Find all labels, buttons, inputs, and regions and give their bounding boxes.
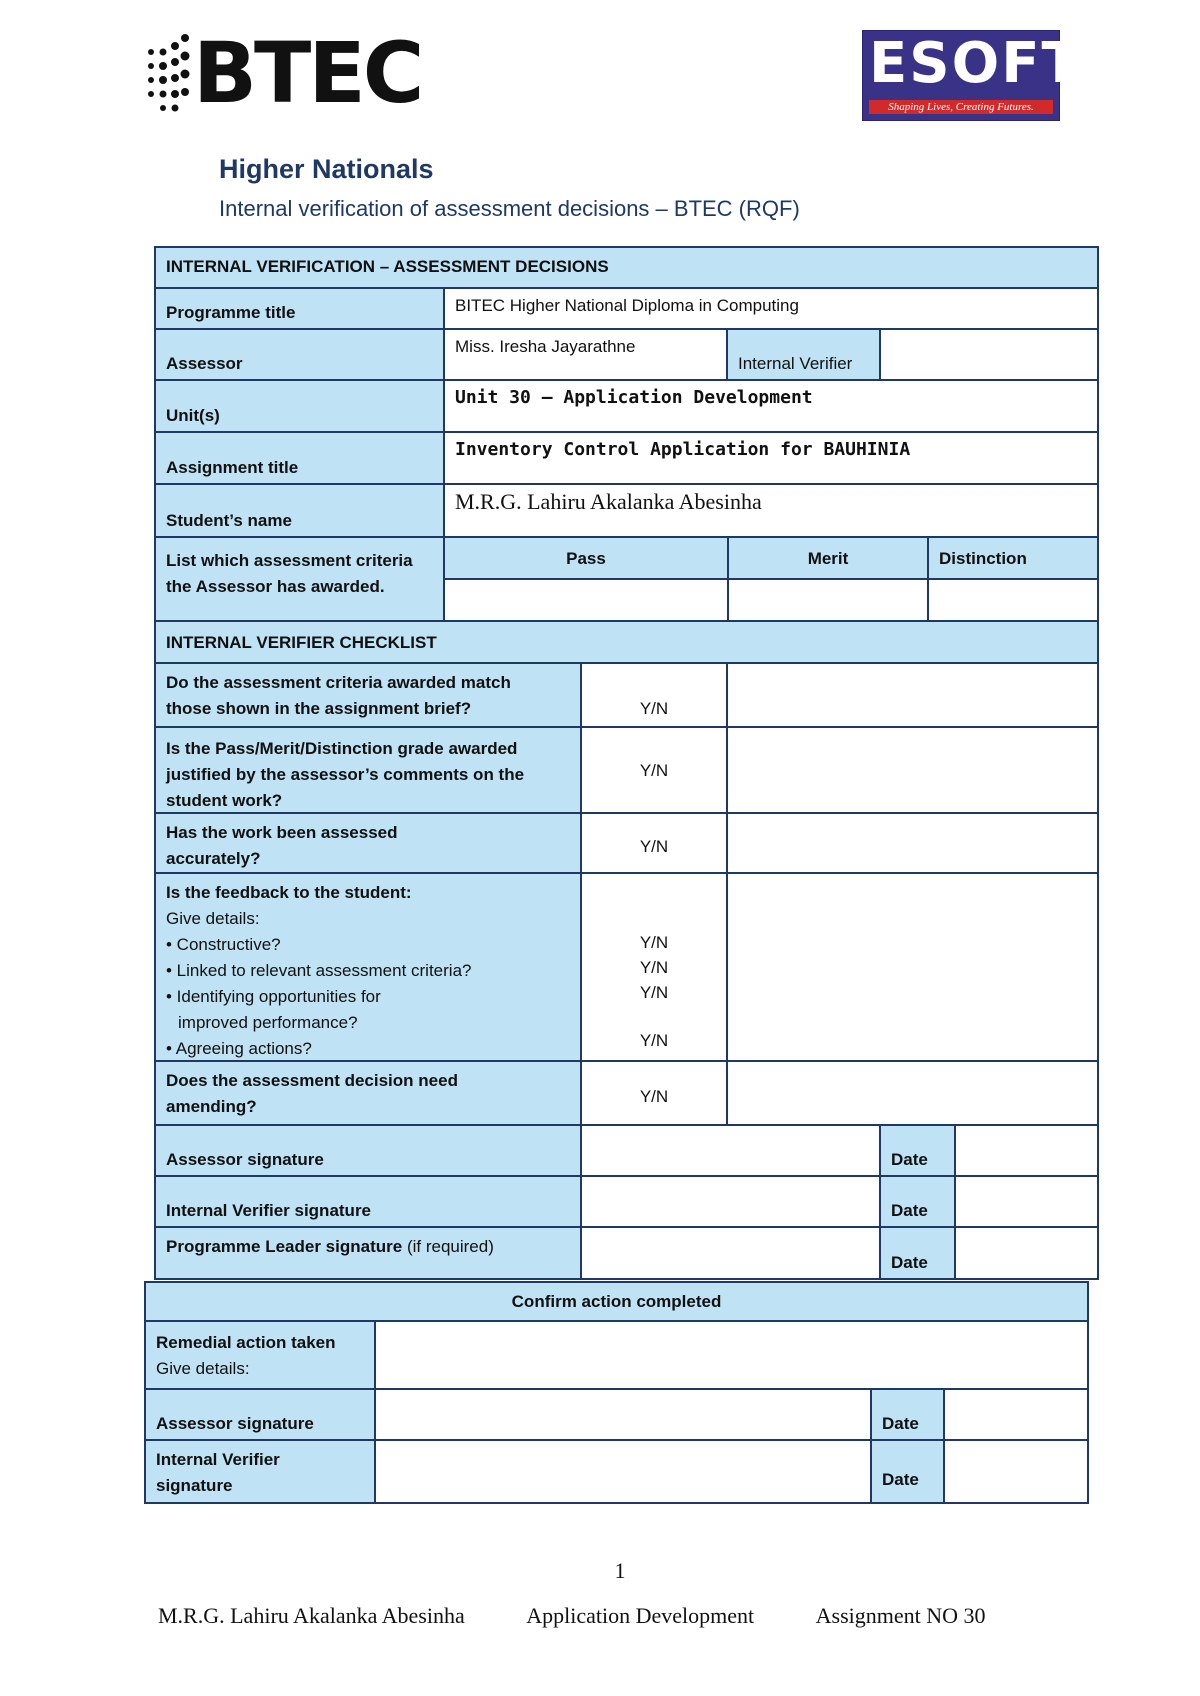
merit-criteria-field[interactable]	[727, 578, 929, 622]
assessor-signature-label: Assessor signature	[154, 1124, 582, 1177]
checklist-q1-yn[interactable]: Y/N	[580, 662, 728, 728]
footer-author: M.R.G. Lahiru Akalanka Abesinha	[158, 1603, 465, 1628]
confirm-assessor-date-label: Date	[870, 1388, 945, 1441]
assessor-label: Assessor	[154, 328, 445, 381]
btec-logo	[145, 24, 422, 122]
esoft-wordmark: ESOFT	[869, 31, 1082, 96]
assessor-date-field[interactable]	[954, 1124, 1099, 1177]
assessor-date-label: Date	[879, 1124, 956, 1177]
confirm-iv-signature-field[interactable]	[374, 1439, 872, 1504]
programme-leader-signature-label: Programme Leader signature (if required)	[154, 1226, 582, 1280]
iv-signature-field[interactable]	[580, 1175, 881, 1228]
checklist-q1-comment[interactable]	[726, 662, 1099, 728]
checklist-q3-yn[interactable]: Y/N	[580, 812, 728, 874]
checklist-q2-comment[interactable]	[726, 726, 1099, 814]
iv-date-label: Date	[879, 1175, 956, 1228]
checklist-q3-comment[interactable]	[726, 812, 1099, 874]
remedial-field[interactable]	[374, 1320, 1089, 1390]
confirm-iv-signature-label: Internal Verifier signature	[144, 1439, 376, 1504]
checklist-q5: Does the assessment decision need amending?	[154, 1060, 582, 1126]
checklist-q5-comment[interactable]	[726, 1060, 1099, 1126]
confirm-iv-date-field[interactable]	[943, 1439, 1089, 1504]
pass-header: Pass	[443, 536, 729, 580]
pass-criteria-field[interactable]	[443, 578, 729, 622]
checklist-q4-yn[interactable]: Y/N Y/N Y/N Y/N	[580, 872, 728, 1062]
distinction-criteria-field[interactable]	[927, 578, 1099, 622]
assessor-field[interactable]: Miss. Iresha Jayarathne	[443, 328, 728, 381]
internal-verifier-field[interactable]	[879, 328, 1099, 381]
confirm-assessor-signature-label: Assessor signature	[144, 1388, 376, 1441]
esoft-tagline: Shaping Lives, Creating Futures.	[869, 100, 1053, 114]
assignment-title-field[interactable]: Inventory Control Application for BAUHINIA	[443, 431, 1099, 485]
checklist-q5-yn[interactable]: Y/N	[580, 1060, 728, 1126]
confirm-assessor-date-field[interactable]	[943, 1388, 1089, 1441]
checklist-q2: Is the Pass/Merit/Distinction grade awarded justified by the assessor’s comments on the student work?	[154, 726, 582, 814]
checklist-q4-comment[interactable]	[726, 872, 1099, 1062]
checklist-q1: Do the assessment criteria awarded match those shown in the assignment brief?	[154, 662, 582, 728]
btec-dots-icon	[145, 28, 193, 118]
remedial-label: Remedial action taken Give details:	[144, 1320, 376, 1390]
iv-date-field[interactable]	[954, 1175, 1099, 1228]
assessor-signature-field[interactable]	[580, 1124, 881, 1177]
distinction-header: Distinction	[927, 536, 1099, 580]
programme-leader-signature-field[interactable]	[580, 1226, 881, 1280]
programme-title-field[interactable]: BITEC Higher National Diploma in Computing	[443, 287, 1099, 330]
merit-header: Merit	[727, 536, 929, 580]
confirm-assessor-signature-field[interactable]	[374, 1388, 872, 1441]
footer-module: Application Development	[526, 1603, 755, 1628]
criteria-label: List which assessment criteria the Assessor has awarded.	[154, 536, 445, 622]
page-title: Higher Nationals	[219, 154, 434, 184]
confirm-title: Confirm action completed	[144, 1281, 1089, 1322]
checklist-title: INTERNAL VERIFIER CHECKLIST	[154, 620, 1099, 664]
page-number: 1	[614, 1558, 626, 1583]
student-name-field[interactable]: M.R.G. Lahiru Akalanka Abesinha	[443, 483, 1099, 538]
page-subtitle: Internal verification of assessment decisions – BTEC (RQF)	[219, 196, 800, 221]
unit-field[interactable]: Unit 30 – Application Development	[443, 379, 1099, 433]
confirm-iv-date-label: Date	[870, 1439, 945, 1504]
checklist-q2-yn[interactable]: Y/N	[580, 726, 728, 814]
programme-title-label: Programme title	[154, 287, 445, 330]
section-title: INTERNAL VERIFICATION – ASSESSMENT DECISIONS	[154, 246, 1099, 289]
iv-signature-label: Internal Verifier signature	[154, 1175, 582, 1228]
checklist-q3: Has the work been assessed accurately?	[154, 812, 582, 874]
assignment-title-label: Assignment title	[154, 431, 445, 485]
programme-leader-date-label: Date	[879, 1226, 956, 1280]
unit-label: Unit(s)	[154, 379, 445, 433]
footer-assignment: Assignment NO 30	[815, 1603, 986, 1628]
btec-wordmark: BTEC	[193, 24, 422, 122]
footer	[158, 1603, 986, 1629]
internal-verifier-label: Internal Verifier	[726, 328, 881, 381]
programme-leader-date-field[interactable]	[954, 1226, 1099, 1280]
student-name-label: Student’s name	[154, 483, 445, 538]
esoft-logo	[862, 30, 1082, 121]
checklist-q4: Is the feedback to the student: Give details: • Constructive? • Linked to relevant assessment criteria? • Identifying opportunities for improved performance? • Agreeing actions?	[154, 872, 582, 1062]
